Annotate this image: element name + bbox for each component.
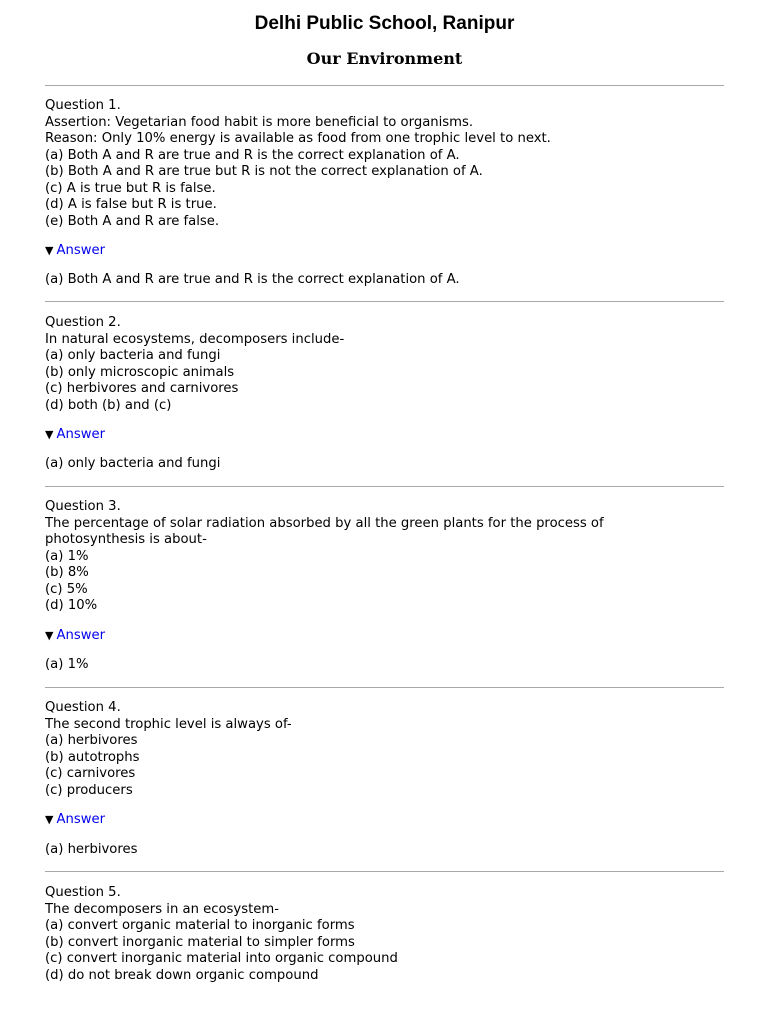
- question-title: Question 4.: [45, 700, 121, 715]
- divider: [45, 85, 724, 86]
- answer-toggle[interactable]: [45, 628, 105, 644]
- option: (c) producers: [45, 782, 133, 798]
- option: (a) herbivores: [45, 733, 138, 748]
- option: (c) carnivores: [45, 766, 136, 781]
- question-line: In natural ecosystems, decomposers include-: [45, 331, 345, 347]
- triangle-down-icon: ▼: [45, 629, 54, 642]
- question-title: Question 2.: [45, 315, 121, 330]
- question-line: Reason: Only 10% energy is available as food from one trophic level to next.: [45, 131, 551, 146]
- answer-toggle[interactable]: [45, 812, 105, 828]
- question-2: [45, 315, 724, 414]
- chapter-title: Our Environment: [306, 49, 463, 68]
- question-1: [45, 98, 724, 230]
- divider: [45, 301, 724, 302]
- question-title: Question 1.: [45, 98, 121, 113]
- question-title: Question 5.: [45, 885, 121, 900]
- question-4: [45, 700, 724, 799]
- divider: [45, 687, 724, 688]
- option: (c) A is true but R is false.: [45, 180, 216, 196]
- option: (d) 10%: [45, 598, 98, 613]
- option: (a) only bacteria and fungi: [45, 348, 221, 363]
- option: (c) herbivores and carnivores: [45, 381, 239, 396]
- question-line: The decomposers in an ecosystem-: [45, 901, 279, 917]
- question-5: [45, 885, 724, 984]
- triangle-down-icon: ▼: [45, 428, 54, 441]
- triangle-down-icon: ▼: [45, 813, 54, 826]
- answer-label[interactable]: Answer: [56, 427, 106, 442]
- answer-text: (a) herbivores: [45, 842, 138, 857]
- answer-label[interactable]: Answer: [56, 628, 106, 643]
- answer-toggle[interactable]: [45, 243, 105, 259]
- answer-text: (a) only bacteria and fungi: [45, 456, 221, 471]
- option: (c) 5%: [45, 581, 88, 597]
- option: (d) both (b) and (c): [45, 397, 172, 413]
- question-line: Assertion: Vegetarian food habit is more beneficial to organisms.: [45, 114, 474, 130]
- question-line: The percentage of solar radiation absorbed by all the green plants for the process of: [45, 515, 604, 531]
- option: (b) 8%: [45, 565, 89, 580]
- answer-text: (a) 1%: [45, 657, 89, 672]
- divider: [45, 871, 724, 872]
- option: (b) only microscopic animals: [45, 364, 235, 380]
- option: (d) A is false but R is true.: [45, 197, 217, 212]
- option: (a) 1%: [45, 548, 89, 564]
- option: (d) do not break down organic compound: [45, 967, 319, 983]
- option: (e) Both A and R are false.: [45, 213, 220, 229]
- question-line: photosynthesis is about-: [45, 532, 207, 547]
- answer-toggle[interactable]: [45, 427, 105, 443]
- answer-label[interactable]: Answer: [56, 243, 106, 258]
- question-title: Question 3.: [45, 499, 121, 514]
- question-line: The second trophic level is always of-: [45, 716, 292, 732]
- answer-label[interactable]: Answer: [56, 812, 106, 827]
- answer-text: (a) Both A and R are true and R is the correct explanation of A.: [45, 272, 460, 287]
- school-title: Delhi Public School, Ranipur: [254, 13, 515, 34]
- option: (a) convert organic material to inorganic forms: [45, 918, 355, 933]
- triangle-down-icon: ▼: [45, 244, 54, 257]
- option: (c) convert inorganic material into organic compound: [45, 951, 398, 966]
- option: (b) Both A and R are true but R is not the correct explanation of A.: [45, 164, 483, 179]
- question-3: [45, 499, 724, 615]
- option: (a) Both A and R are true and R is the correct explanation of A.: [45, 147, 460, 163]
- option: (b) autotrophs: [45, 749, 140, 765]
- divider: [45, 486, 724, 487]
- option: (b) convert inorganic material to simpler forms: [45, 934, 355, 950]
